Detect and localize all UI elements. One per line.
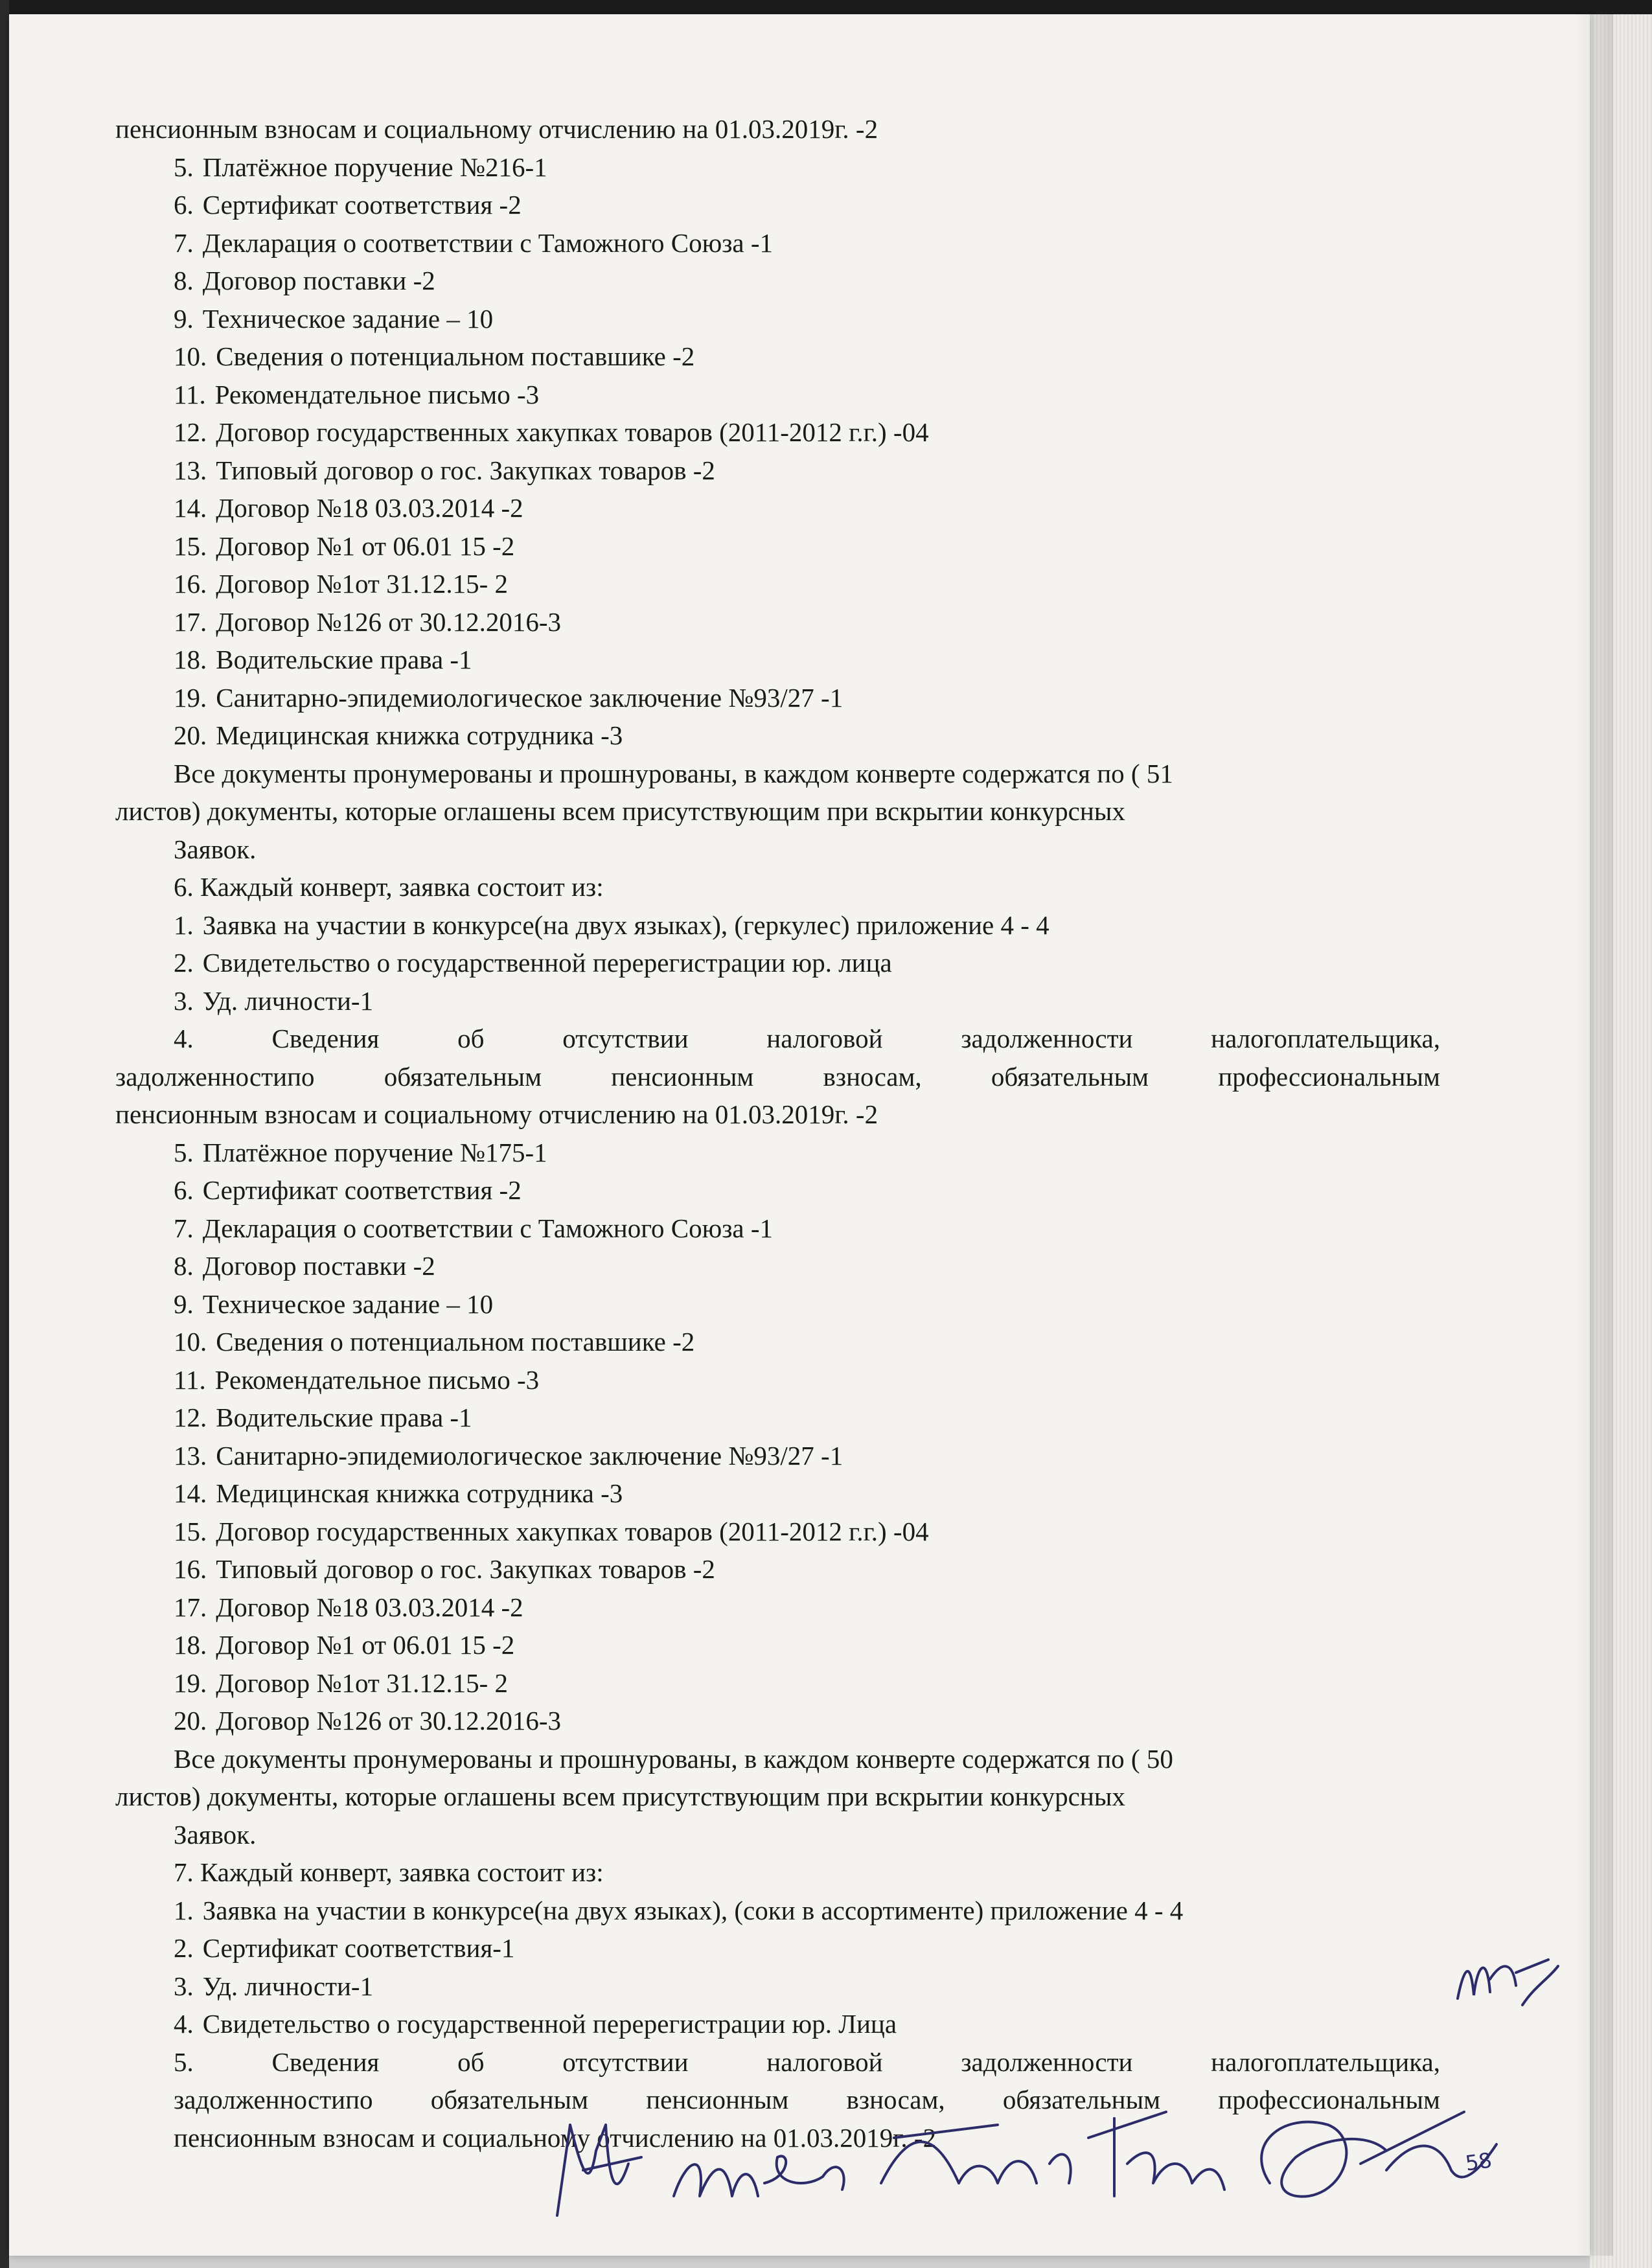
list-item-number: 14. <box>174 493 207 523</box>
list-item <box>115 1626 1440 1664</box>
list-item <box>115 224 1440 262</box>
list-item-text: Свидетельство о государственной перерегистрации юр. Лица <box>202 2009 897 2039</box>
list-item-text: Платёжное поручение №216-1 <box>202 152 547 182</box>
list-item-text: Сведения о потенциальном поставшике -2 <box>216 1327 695 1357</box>
list-item-number: 3. <box>174 985 194 1016</box>
list-item <box>115 2005 1440 2043</box>
list-item-text: Медицинская книжка сотрудника -3 <box>216 720 623 750</box>
section-7-list <box>115 1892 1440 2043</box>
list-item <box>115 1134 1440 1172</box>
scan-border-top <box>0 0 1652 14</box>
list-item-text: Типовый договор о гос. Закупках товаров -2 <box>216 455 715 485</box>
list-item-text: Сведения о потенциальном поставшике -2 <box>216 341 695 371</box>
section-heading: 6. Каждый конверт, заявка состоит из: <box>174 872 604 902</box>
list-item <box>115 716 1440 755</box>
list-item <box>115 1588 1440 1627</box>
list-item <box>115 376 1440 414</box>
list-item-number: 4. <box>174 2009 194 2039</box>
signatures-row <box>544 2086 1516 2235</box>
page-number: 58 <box>1463 2148 1494 2176</box>
summary-line: листов) документы, которые оглашены всем присутствующим при вскрытии конкурсных <box>115 796 1125 826</box>
list-item <box>115 944 1440 982</box>
list-item-number: 7. <box>174 1213 194 1243</box>
list-item <box>115 1702 1440 1740</box>
list-item <box>115 186 1440 224</box>
list-item-number: 10. <box>174 341 207 371</box>
list-item-number: 14. <box>174 1478 207 1508</box>
item-line: задолженностипо обязательным пенсионным взносам, обязательным профессиональным <box>115 1061 1440 1092</box>
summary-line: Все документы пронумерованы и прошнурованы, в каждом конверте содержатся по ( 51 <box>174 758 1173 788</box>
list-item-text: Техническое задание – 10 <box>202 303 494 334</box>
list-item-number: 16. <box>174 569 207 599</box>
document-body <box>115 110 1440 2157</box>
list-item <box>115 1513 1440 1551</box>
list-item-text: Заявка на участии в конкурсе(на двух языках), (соки в ассортименте) приложение 4 - 4 <box>202 1895 1184 1925</box>
list-item-text: Договор №1от 31.12.15- 2 <box>216 1667 508 1698</box>
list-item <box>115 1285 1440 1323</box>
list-item <box>115 338 1440 376</box>
section-continuation-list <box>115 110 1440 755</box>
list-item-number: 19. <box>174 682 207 713</box>
list-item-number: 7. <box>174 227 194 258</box>
scan-border-left <box>0 0 9 2268</box>
list-item <box>115 1550 1440 1588</box>
list-item-text: Договор №1 от 06.01 15 -2 <box>216 531 515 561</box>
list-item-number: 8. <box>174 1251 194 1281</box>
list-item-number: 12. <box>174 417 207 447</box>
item-line: пенсионным взносам и социальному отчислению на 01.03.2019г. -2 <box>115 1099 878 1129</box>
list-item-number: 2. <box>174 948 194 978</box>
list-item-number: 12. <box>174 1403 207 1432</box>
list-item-text: Сертификат соответствия -2 <box>202 1175 522 1205</box>
list-item <box>115 1247 1440 1285</box>
list-item-number: 9. <box>174 303 194 334</box>
list-item-number: 13. <box>174 1440 207 1471</box>
list-item <box>115 906 1440 945</box>
section-heading: 7. Каждый конверт, заявка состоит из: <box>174 1857 604 1887</box>
list-item <box>115 603 1440 641</box>
list-item-number: 17. <box>174 1592 207 1622</box>
list-item-number: 19. <box>174 1667 207 1698</box>
list-item <box>115 1929 1440 1967</box>
list-item-text: Рекомендательное письмо -3 <box>214 1364 540 1395</box>
list-item-text: Техническое задание – 10 <box>202 1289 494 1319</box>
list-item-text: Заявка на участии в конкурсе(на двух языках), (геркулес) приложение 4 - 4 <box>202 910 1050 940</box>
item-line: пенсионным взносам и социальному отчислению на 01.03.2019г. -2 <box>174 2122 937 2153</box>
list-item <box>115 1399 1440 1437</box>
list-item-text: Договор государственных хакупках товаров (2011-2012 г.г.) -04 <box>216 417 929 447</box>
section-6-list-part2 <box>115 1134 1440 1740</box>
list-item <box>115 413 1440 452</box>
item-line: задолженностипо обязательным пенсионным взносам, обязательным профессиональным <box>174 2085 1440 2114</box>
list-item-number: 11. <box>174 379 206 409</box>
list-item <box>115 527 1440 566</box>
list-item <box>115 565 1440 603</box>
list-item-number: 16. <box>174 1554 207 1584</box>
list-item <box>115 1437 1440 1475</box>
list-item-number: 3. <box>174 1971 194 2001</box>
list-item-text: Водительские права -1 <box>216 1403 472 1432</box>
page-curl-shadow <box>1574 14 1613 2256</box>
list-item-text: Декларация о соответствии с Таможного Союза -1 <box>202 227 774 258</box>
list-item-text: Платёжное поручение №175-1 <box>202 1137 547 1167</box>
list-item-text: Свидетельство о государственной перерегистрации юр. лица <box>202 948 892 978</box>
list-item-text: Договор №1от 31.12.15- 2 <box>216 569 508 599</box>
list-item-text: пенсионным взносам и социальному отчислению на 01.03.2019г. -2 <box>115 114 878 144</box>
item-line: 4. Сведения об отсутствии налоговой задолженности налогоплательщика, <box>174 1024 1440 1053</box>
list-item-text: Договор №126 от 30.12.2016-3 <box>216 606 561 637</box>
list-item-text: Рекомендательное письмо -3 <box>214 379 540 409</box>
summary-line: Заявок. <box>174 1819 257 1850</box>
list-item-text: Договор государственных хакупках товаров (2011-2012 г.г.) -04 <box>216 1516 929 1546</box>
summary-line: листов) документы, которые оглашены всем присутствующим при вскрытии конкурсных <box>115 1781 1125 1811</box>
list-item-text: Договор №126 от 30.12.2016-3 <box>216 1706 561 1735</box>
list-item-number: 10. <box>174 1327 207 1357</box>
item-line: 5. Сведения об отсутствии налоговой задолженности налогоплательщика, <box>174 2046 1440 2077</box>
list-item-number: 20. <box>174 720 207 750</box>
list-item <box>115 1474 1440 1513</box>
list-item <box>115 1967 1440 2006</box>
summary-line: Заявок. <box>174 834 257 864</box>
list-item <box>115 1209 1440 1248</box>
list-item <box>115 1323 1440 1361</box>
summary-paragraph-a <box>115 755 1440 869</box>
list-item-text: Договор поставки -2 <box>202 1251 435 1281</box>
list-item-number: 18. <box>174 645 207 674</box>
list-item-number: 1. <box>174 1895 194 1925</box>
list-item <box>115 1361 1440 1399</box>
summary-line: Все документы пронумерованы и прошнурованы, в каждом конверте содержатся по ( 50 <box>174 1743 1173 1774</box>
list-item-number: 1. <box>174 910 194 940</box>
list-item-text: Сертификат соответствия-1 <box>202 1933 515 1963</box>
list-item-number: 6. <box>174 190 194 220</box>
list-item-text: Договор №18 03.03.2014 -2 <box>216 493 523 523</box>
list-item <box>115 1892 1440 1930</box>
list-item-number: 9. <box>174 1289 194 1319</box>
summary-paragraph-b <box>115 1740 1440 1854</box>
list-item-text: Договор №18 03.03.2014 -2 <box>216 1592 523 1622</box>
list-item-text: Декларация о соответствии с Таможного Союза -1 <box>202 1213 774 1243</box>
section-6-list-part1 <box>115 906 1440 1020</box>
list-item-text: Санитарно-эпидемиологическое заключение №93/27 -1 <box>216 1440 843 1471</box>
list-item <box>115 300 1440 338</box>
list-item-text: Уд. личности-1 <box>202 1971 374 2001</box>
list-item-text: Уд. личности-1 <box>202 985 374 1016</box>
list-item-text: Типовый договор о гос. Закупках товаров -2 <box>216 1554 715 1584</box>
list-item-number: 13. <box>174 455 207 485</box>
list-item-number: 15. <box>174 1516 207 1546</box>
list-item-number: 6. <box>174 1175 194 1205</box>
list-item <box>115 262 1440 300</box>
list-item <box>115 1664 1440 1702</box>
handwritten-initials <box>1451 1940 1561 2024</box>
list-item-number: 18. <box>174 1630 207 1660</box>
section-6-item-4 <box>115 1020 1440 1134</box>
list-item <box>115 148 1440 187</box>
list-item <box>115 641 1440 679</box>
list-item-number: 5. <box>174 152 194 182</box>
list-item-text: Договор №1 от 06.01 15 -2 <box>216 1630 515 1660</box>
list-item-number: 5. <box>174 1137 194 1167</box>
list-item-number: 8. <box>174 266 194 295</box>
list-item-number: 20. <box>174 1706 207 1735</box>
list-item-text: Санитарно-эпидемиологическое заключение №93/27 -1 <box>216 682 843 713</box>
list-item <box>115 1171 1440 1209</box>
list-item <box>115 452 1440 490</box>
list-item-text: Медицинская книжка сотрудника -3 <box>216 1478 623 1508</box>
list-item-text: Водительские права -1 <box>216 645 472 674</box>
list-item-number: 2. <box>174 1933 194 1963</box>
list-item <box>115 679 1440 717</box>
list-item-text: Сертификат соответствия -2 <box>202 190 522 220</box>
list-item <box>115 982 1440 1020</box>
list-item-number: 17. <box>174 606 207 637</box>
list-item-number: 11. <box>174 1364 206 1395</box>
list-item <box>115 110 1440 148</box>
list-item <box>115 489 1440 527</box>
list-item-text: Договор поставки -2 <box>202 266 435 295</box>
list-item-number: 15. <box>174 531 207 561</box>
